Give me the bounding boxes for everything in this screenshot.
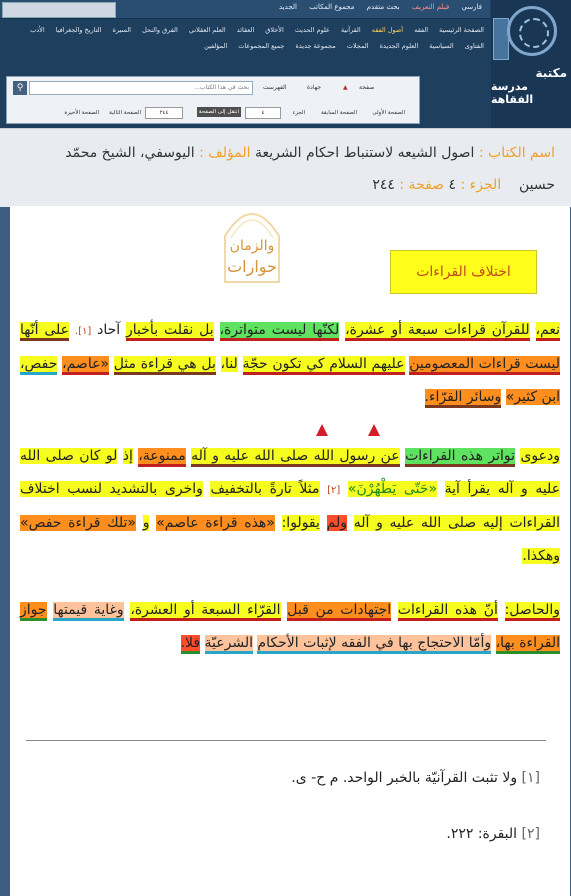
menu-item-ethics[interactable]: الأخلاق <box>265 26 284 34</box>
part-label: الجزء <box>292 110 305 116</box>
part-label-header: الجزء : <box>460 177 502 193</box>
paragraph-1 <box>20 314 560 414</box>
author-label: المؤلف : <box>199 145 251 161</box>
para2-span: «تلك قراءة حفص» <box>20 515 136 531</box>
site-top <box>0 0 571 128</box>
para3-span: فلا. <box>181 635 201 654</box>
book-title[interactable]: اصول الشيعه لاستنباط احكام الشريعة <box>254 145 475 161</box>
go-to-page-button[interactable]: انتقل إلى الصفحة <box>198 109 239 115</box>
footnote-divider <box>26 740 546 741</box>
book-toolbar <box>6 76 420 124</box>
page-input[interactable]: ٢٤٤ <box>145 107 183 119</box>
menu-item-sects[interactable]: الفرق والنحل <box>142 26 178 34</box>
para1-span: لنا، <box>220 356 238 372</box>
nav-link-film[interactable]: فيلم التعريف <box>411 3 450 11</box>
menu-item-rational[interactable]: العلم العقلاني <box>188 26 226 34</box>
menu-item-literature[interactable]: الأدب <box>30 26 45 34</box>
footnote-num: [١] <box>521 770 540 786</box>
part-select[interactable]: ٤ <box>245 107 281 119</box>
para2-span: ودعوى <box>520 448 560 464</box>
monogram-text-2: حوارات <box>227 257 277 276</box>
para1-span: بل نقلت بأخبار <box>126 322 214 341</box>
first-page-button[interactable]: الصفحة الأولى <box>372 110 405 116</box>
nav-link-farsi[interactable]: فارسي <box>461 3 482 11</box>
para2-span: تواتر هذه القراءات <box>405 448 515 467</box>
book-info-line-1 <box>65 145 555 161</box>
pager <box>65 107 405 119</box>
author-name[interactable]: اليوسفي، الشيخ محمّد <box>65 145 195 161</box>
page-value: ٢٤٤ <box>372 177 395 193</box>
books-icon <box>493 18 509 60</box>
para1-span: عليهم السلام كي تكون حجّة <box>243 356 405 375</box>
menu-item-fatwa[interactable]: الفتاوى <box>464 42 484 50</box>
menu-item-quran[interactable]: القرآنية <box>340 26 361 34</box>
marker-up-arrow-icon <box>316 424 328 438</box>
next-page-button[interactable]: الصفحة التالية <box>109 110 141 116</box>
menu-item-history[interactable]: التاريخ والجغرافيا <box>55 26 102 34</box>
para3-span: القرّاء السبعة أو العشرة، <box>130 602 280 621</box>
para2-span: ولم <box>326 515 347 531</box>
paragraph-2 <box>20 440 560 573</box>
para1-span: نعم، <box>536 322 561 341</box>
page-content <box>10 206 570 896</box>
para3-span: أنّ هذه القراءات <box>398 602 498 621</box>
pdf-icon[interactable]: ▲ <box>343 84 348 91</box>
para1-span: للقرآن قراءات سبعة أو عشرة، <box>345 322 530 341</box>
part-value: ٤ <box>448 177 457 193</box>
para2-span: ممنوعة، <box>138 448 185 467</box>
para1-span: ليست قراءات المعصومين <box>409 356 560 375</box>
tab-index[interactable]: الفهرست <box>263 84 287 91</box>
footnote-1 <box>291 770 540 786</box>
menu-item-all-collections[interactable]: جميع المجموعات <box>238 42 285 50</box>
para3-span: وغاية قيمتها <box>53 602 123 621</box>
logo-line-2: مدرسة الفقاهة <box>491 80 534 106</box>
nav-link-advanced-search[interactable]: بحث متقدم <box>366 3 400 11</box>
book-info-line-2 <box>372 177 555 193</box>
para1-span: وسائر القرّاء. <box>425 389 502 408</box>
nav-link-libraries[interactable]: مجموع المكاتب <box>309 3 355 11</box>
para1-span: بل هي قراءة مثل <box>114 356 216 375</box>
footnote-ref-2[interactable]: [٢] <box>327 485 341 496</box>
menu-item-hadith[interactable]: علوم الحديث <box>294 26 330 34</box>
tab-jihada[interactable]: جهادة <box>307 84 322 91</box>
para3-span: والحاصل: <box>505 602 560 621</box>
para2-span: لو كان صلى الله عليه و آله يقرأ آية <box>20 448 561 497</box>
para3-span: اجتهادات من قبل <box>287 602 391 621</box>
emblem-icon <box>507 6 557 56</box>
para1-span: آحاد <box>97 322 121 338</box>
tab-page[interactable]: صفحة <box>359 84 375 91</box>
menu-item-fiqh[interactable]: الفقه <box>414 26 429 34</box>
menu-row-2 <box>195 42 484 50</box>
para3-span: جواز القراءة بها، <box>20 602 560 654</box>
footnote-text: ولا تثبت القرآنيّة بالخبر الواحد. م ح- ى. <box>291 770 518 786</box>
para2-span: «حَتّى يَطْهُرْنَ» <box>347 481 438 497</box>
menu-item-beliefs[interactable]: العقائد <box>236 26 255 34</box>
paragraph-3 <box>20 594 560 660</box>
monogram-text-1: والزمان <box>229 238 275 254</box>
para1-span: ابن كثير» <box>505 389 560 405</box>
footnote-2 <box>446 826 540 842</box>
para2-span: مثلاً تارةً بالتخفيف <box>210 481 320 497</box>
site-search-input[interactable] <box>2 2 116 18</box>
marker-up-arrow-icon <box>368 424 380 438</box>
para1-span: «عاصم، <box>62 356 109 375</box>
book-search-input[interactable]: بحث في هذا الكتاب... <box>29 81 253 95</box>
para2-span: عن رسول الله صلى الله عليه و آله <box>191 448 400 467</box>
book-label: اسم الكتاب : <box>478 145 555 161</box>
footnote-text: البقرة: ٢٢٢. <box>446 826 518 842</box>
para2-span: يقولوا: <box>281 515 320 531</box>
category-menu <box>0 20 490 56</box>
prev-page-button[interactable]: الصفحة السابقة <box>320 110 357 116</box>
para3-span: وأمّا الاحتجاج بها في الفقه لإثبات الأحكام <box>257 635 491 654</box>
para2-span: «هذه قراءة عاصم» <box>156 515 275 531</box>
para1-span: لكنّها ليست متواترة، <box>220 322 340 341</box>
para2-span: وهكذا. <box>522 548 560 564</box>
author-name-cont[interactable]: حسين <box>518 177 555 193</box>
nav-link-new[interactable]: الجديد <box>279 3 297 11</box>
top-links <box>269 3 482 11</box>
menu-item-home[interactable]: الصفحة الرئيسية <box>439 26 484 34</box>
para1-span: على أنّها <box>20 322 69 341</box>
footnote-ref-1[interactable]: [١]. <box>74 326 92 337</box>
site-logo[interactable] <box>491 0 571 128</box>
logo-line-1: مكتبة <box>535 66 567 80</box>
menu-item-usul[interactable]: أصول الفقه <box>371 26 404 34</box>
top-navbar <box>0 0 490 19</box>
menu-item-politics[interactable]: السياسية <box>429 42 454 50</box>
section-title: اختلاف القراءات <box>390 250 537 294</box>
menu-item-new-collection[interactable]: مجموعة جديدة <box>295 42 336 50</box>
monogram-logo <box>217 196 287 286</box>
para2-span: إذ <box>122 448 133 464</box>
menu-row-1 <box>21 26 484 34</box>
last-page-button[interactable]: الصفحة الأخيرة <box>64 110 99 116</box>
search-icon[interactable]: ⚲ <box>13 81 27 95</box>
menu-item-journals[interactable]: المجلات <box>346 42 369 50</box>
para2-span: واخرى بالتشديد لنسب اختلاف القراءات إليه صلى الله عليه و آله <box>20 481 560 531</box>
para3-span: الشرعيّة <box>205 635 253 654</box>
menu-item-authors[interactable]: المؤلفين <box>204 42 228 50</box>
page-label-header: صفحة : <box>399 177 445 193</box>
para1-span: حفص، <box>20 356 57 375</box>
menu-item-sira[interactable]: السيرة <box>112 26 131 34</box>
para2-span: و <box>142 515 150 531</box>
menu-item-new-sciences[interactable]: العلوم الجديدة <box>379 42 419 50</box>
footnote-num: [٢] <box>521 826 540 842</box>
